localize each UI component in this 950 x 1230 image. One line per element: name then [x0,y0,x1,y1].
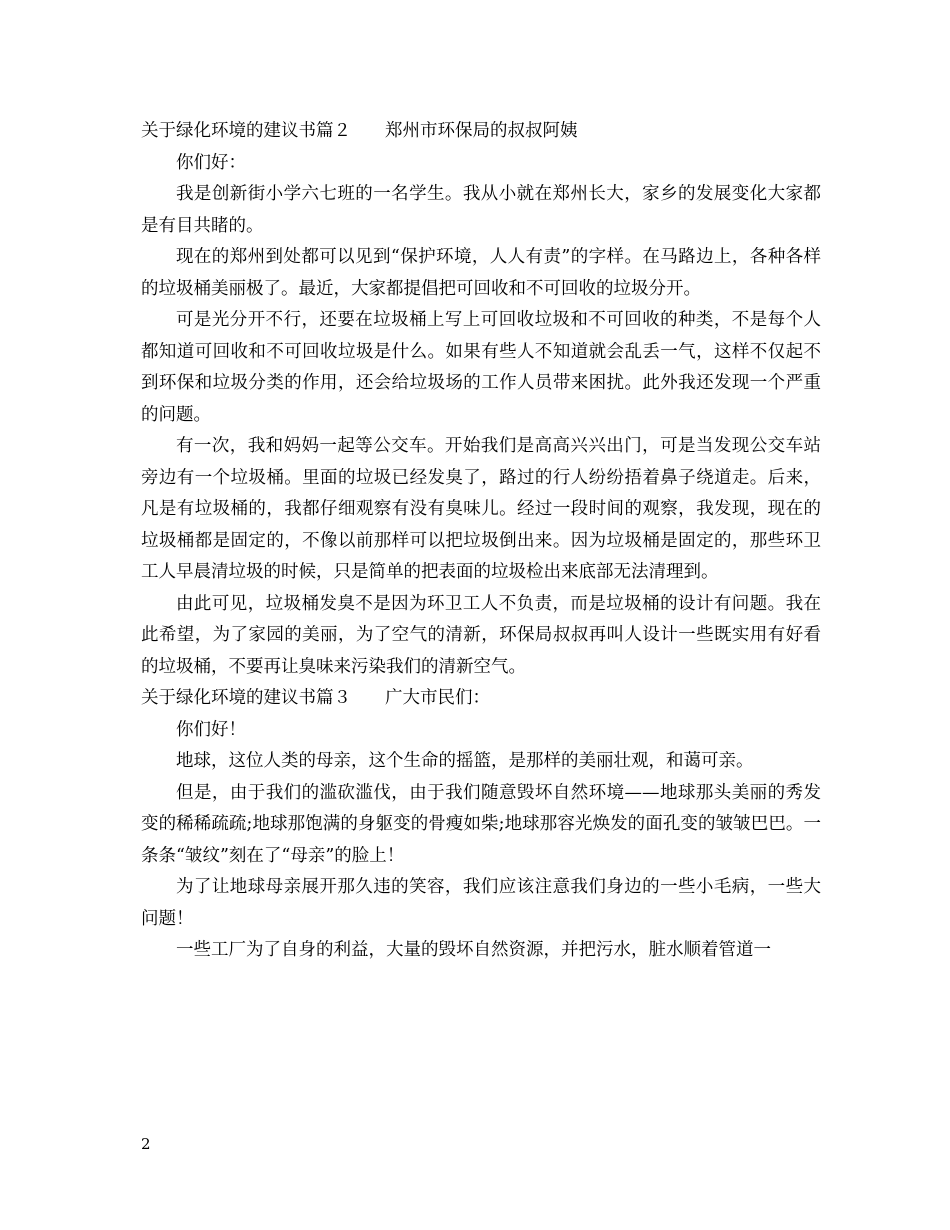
paragraph: 你们好： [176,152,246,173]
page-number: 2 [141,1135,151,1153]
section-salutation: 广大市民们： [385,688,490,708]
paragraph: 你们好！ [176,719,246,740]
paragraph: 可是光分开不行，还要在垃圾桶上写上可回收垃圾和不可回收的种类，不是每个人都知道可回收和不可回收垃圾是什么。如果有些人不知道就会乱丢一气，这样不仅起不到环保和垃圾分类的作用，还会给垃圾场的工作人员带来困扰。此外我还发现一个严重的问题。 [141,310,821,425]
section-heading [141,683,821,715]
section-salutation: 郑州市环保局的叔叔阿姨 [385,121,578,141]
paragraph: 为了让地球母亲展开那久违的笑容，我们应该注意我们身边的一些小毛病，一些大问题！ [141,877,821,929]
paragraph: 由此可见，垃圾桶发臭不是因为环卫工人不负责，而是垃圾桶的设计有问题。我在此希望，为了家园的美丽，为了空气的清新，环保局叔叔再叫人设计一些既实用有好看的垃圾桶，不要再让臭味来污染我们的清新空气。 [141,593,821,677]
paragraph: 但是，由于我们的滥砍滥伐，由于我们随意毁坏自然环境——地球那头美丽的秀发变的稀稀疏疏;地球那饱满的身躯变的骨瘦如柴;地球那容光焕发的面孔变的皱皱巴巴。一条条“皱纹”刻在了“母亲”的脸上！ [141,782,821,866]
paragraph: 一些工厂为了自身的利益，大量的毁坏自然资源，并把污水，脏水顺着管道一 [176,940,771,960]
paragraph: 现在的郑州到处都可以见到“保护环境，人人有责”的字样。在马路边上，各种各样的垃圾桶美丽极了。最近，大家都提倡把可回收和不可回收的垃圾分开。 [141,247,821,299]
section-heading [141,116,821,148]
paragraph: 有一次，我和妈妈一起等公交车。开始我们是高高兴兴出门，可是当发现公交车站旁边有一个垃圾桶。里面的垃圾已经发臭了，路过的行人纷纷捂着鼻子绕道走。后来，凡是有垃圾桶的，我都仔细观察有没有臭味儿。经过一段时间的观察，我发现，现在的垃圾桶都是固定的，不像以前那样可以把垃圾倒出来。因为垃圾桶是固定的，那些环卫工人早晨清垃圾的时候，只是简单的把表面的垃圾检出来底部无法清理到。 [141,436,821,582]
section-title: 关于绿化环境的建议书篇２ [141,121,351,141]
document-body [141,116,821,967]
section-title: 关于绿化环境的建议书篇３ [141,688,351,708]
paragraph: 我是创新街小学六七班的一名学生。我从小就在郑州长大，家乡的发展变化大家都是有目共睹的。 [141,184,821,236]
paragraph: 地球，这位人类的母亲，这个生命的摇篮，是那样的美丽壮观，和蔼可亲。 [176,751,754,771]
